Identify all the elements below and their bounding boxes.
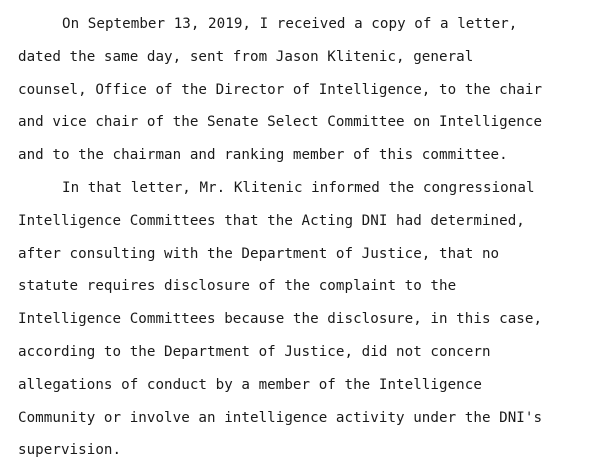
paragraph-2 <box>18 172 608 467</box>
paragraph-line: statute requires disclosure of the complaint to the <box>18 278 457 295</box>
paragraph-line: and to the chairman and ranking member of this committee. <box>18 147 508 164</box>
paragraph-line: after consulting with the Department of Justice, that no <box>18 245 500 262</box>
paragraph-line: On September 13, 2019, I received a copy of a letter, <box>62 16 518 32</box>
paragraph-line: Intelligence Committees because the disclosure, in this case, <box>18 311 543 328</box>
paragraph-line: Community or involve an intelligence activity under the DNI's <box>18 409 543 426</box>
paragraph-line: Intelligence Committees that the Acting DNI had determined, <box>18 212 525 229</box>
paragraph-line: dated the same day, sent from Jason Klitenic, general <box>18 48 474 65</box>
paragraph-1 <box>18 8 608 172</box>
paragraph-line: supervision. <box>18 442 122 459</box>
paragraph-line: counsel, Office of the Director of Intelligence, to the chair <box>18 81 543 98</box>
paragraph-line: and vice chair of the Senate Select Committee on Intelligence <box>18 114 543 131</box>
paragraph-line: In that letter, Mr. Klitenic informed the congressional <box>62 179 535 196</box>
paragraph-line: allegations of conduct by a member of the Intelligence <box>18 376 482 393</box>
paragraph-line: according to the Department of Justice, did not concern <box>18 343 491 360</box>
